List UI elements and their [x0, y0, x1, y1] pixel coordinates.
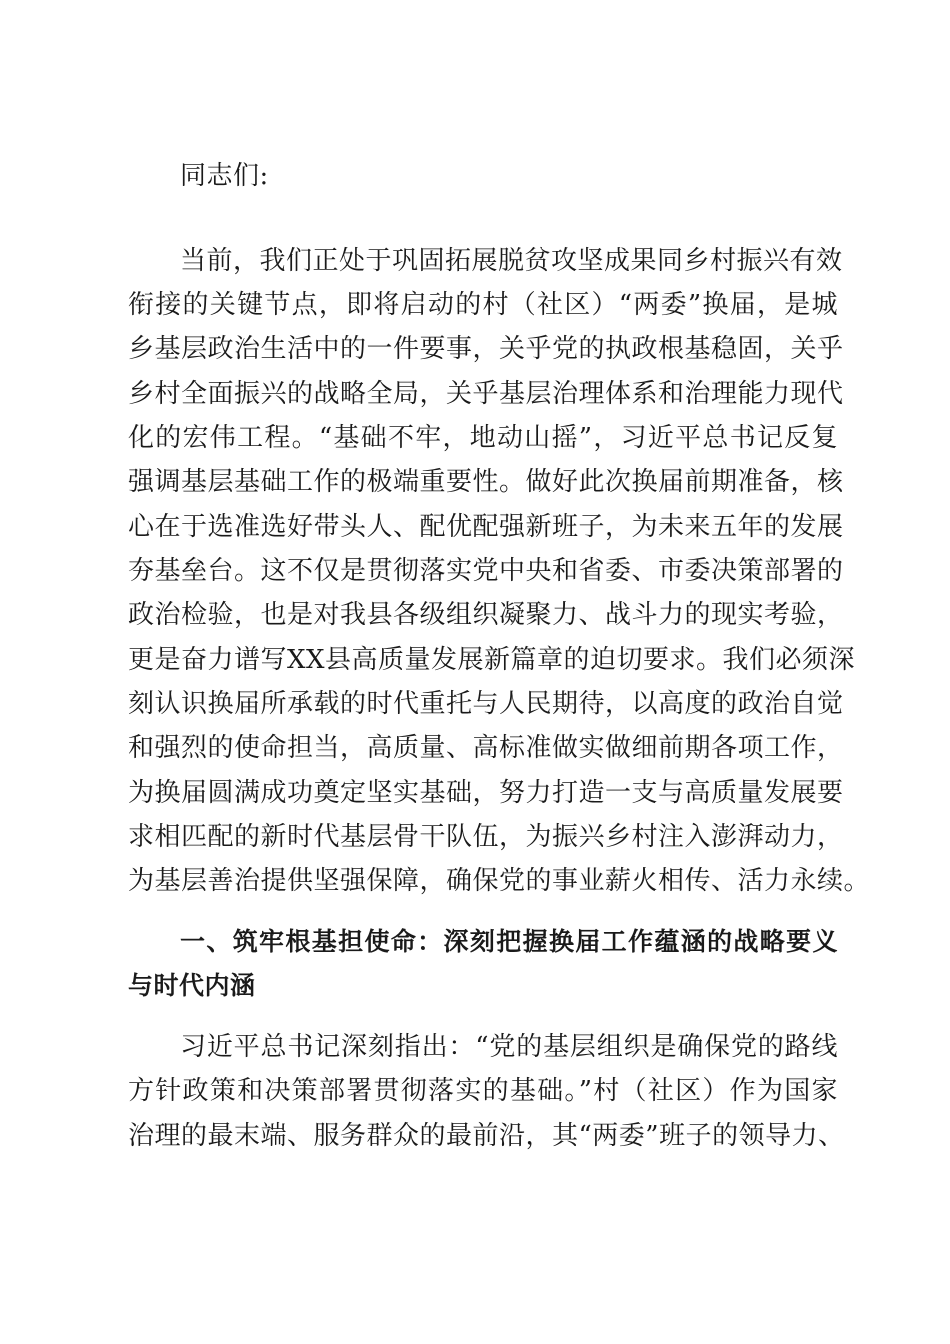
paragraph-1-line-13: 为换届圆满成功奠定坚实基础，努力打造一支与高质量发展要 — [128, 778, 844, 808]
paragraph-1-line-14: 求相匹配的新时代基层骨干队伍，为振兴乡村注入澎湃动力， — [128, 822, 844, 852]
paragraph-1-line-4: 乡村全面振兴的战略全局，关乎基层治理体系和治理能力现代 — [128, 379, 844, 409]
paragraph-1-line-15: 为基层善治提供坚强保障，确保党的事业薪火相传、活力永续。 — [128, 866, 871, 896]
paragraph-1-line-11: 刻认识换届所承载的时代重托与人民期待，以高度的政治自觉 — [128, 689, 844, 719]
paragraph-1-line-12: 和强烈的使命担当，高质量、高标准做实做细前期各项工作， — [128, 733, 844, 763]
paragraph-2-line-2: 方针政策和决策部署贯彻落实的基础。”村（社区）作为国家 — [128, 1076, 838, 1106]
paragraph-1-line-3: 乡基层政治生活中的一件要事，关乎党的执政根基稳固，关乎 — [128, 334, 844, 364]
paragraph-1-line-6: 强调基层基础工作的极端重要性。做好此次换届前期准备，核 — [128, 467, 844, 497]
paragraph-1-line-1: 当前，我们正处于巩固拓展脱贫攻坚成果同乡村振兴有效 — [180, 246, 843, 276]
paragraph-1-line-10: 更是奋力谱写XX县高质量发展新篇章的迫切要求。我们必须深 — [128, 645, 856, 675]
heading-1-line-2: 与时代内涵 — [128, 971, 256, 1000]
paragraph-2-line-1: 习近平总书记深刻指出：“党的基层组织是确保党的路线 — [180, 1032, 838, 1062]
greeting: 同志们: — [180, 161, 269, 191]
paragraph-1-line-7: 心在于选准选好带头人、配优配强新班子，为未来五年的发展 — [128, 512, 844, 542]
paragraph-2-line-3: 治理的最末端、服务群众的最前沿，其“两委”班子的领导力、 — [128, 1121, 845, 1151]
paragraph-1-line-9: 政治检验，也是对我县各级组织凝聚力、战斗力的现实考验， — [128, 600, 844, 630]
paragraph-1-line-2: 衔接的关键节点，即将启动的村（社区）“两委”换届，是城 — [128, 290, 838, 320]
heading-1-line-1: 一、筑牢根基担使命：深刻把握换届工作蕴涵的战略要义 — [180, 927, 838, 956]
paragraph-1-line-5: 化的宏伟工程。“基础不牢，地动山摇”，习近平总书记反复 — [128, 423, 838, 453]
paragraph-1-line-8: 夯基垒台。这不仅是贯彻落实党中央和省委、市委决策部署的 — [128, 556, 844, 586]
